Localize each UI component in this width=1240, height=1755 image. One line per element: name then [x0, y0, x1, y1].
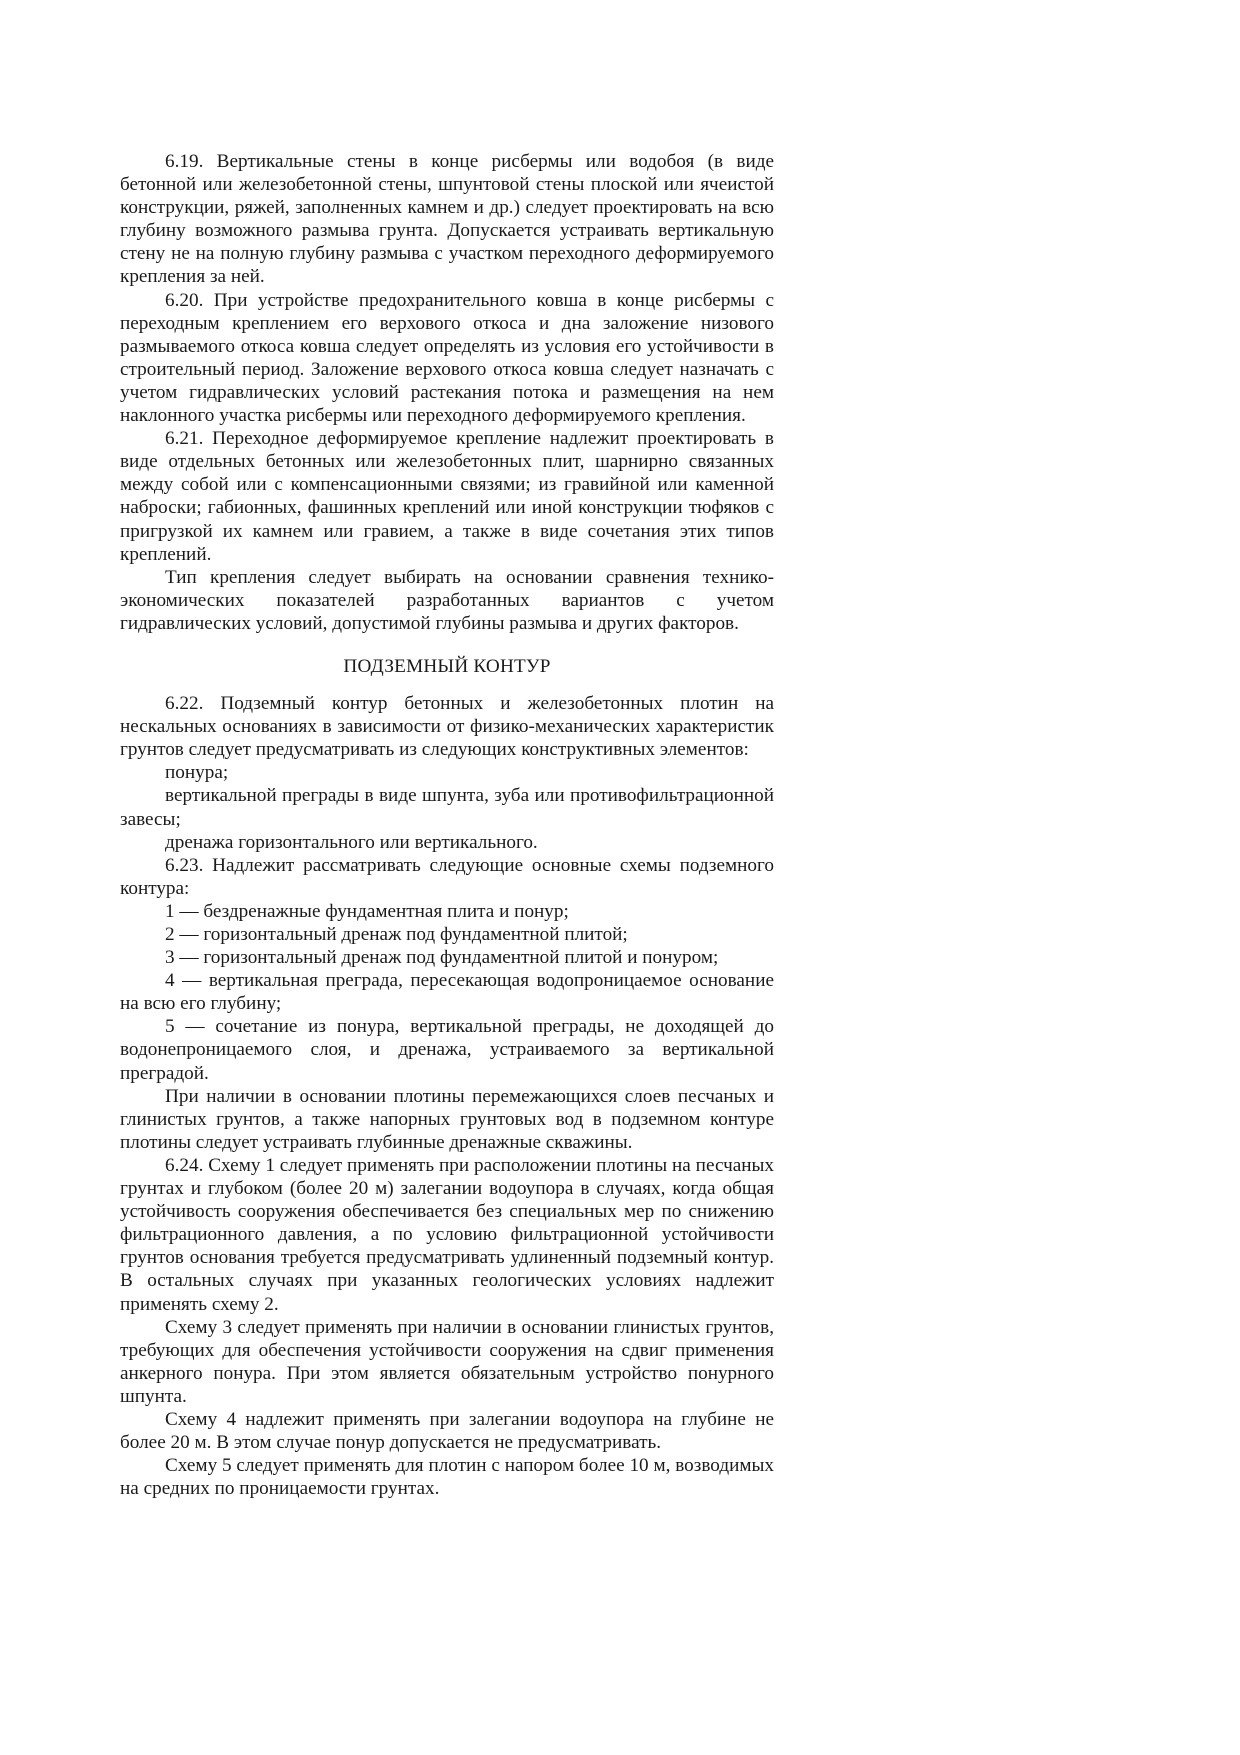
paragraph-scheme-5: Схему 5 следует применять для плотин с напором более 10 м, возводимых на средних по проницаемости грунтах. [120, 1455, 774, 1500]
paragraph-drainage-wells: При наличии в основании плотины перемежающихся слоев песчаных и глинистых грунтов, а также напорных грунтовых вод в подземном контуре плотины следует устраивать глубинные дренажные скважины. [120, 1085, 774, 1153]
scheme-item-4: 4 — вертикальная преграда, пересекающая водопроницаемое основание на всю его глубину; [120, 970, 774, 1015]
scheme-item-1: 1 — бездренажные фундаментная плита и понур; [165, 900, 569, 922]
paragraph-fastening-type: Тип крепления следует выбирать на основании сравнения технико-экономических показателей разработанных вариантов с учетом гидравлических условий, допустимой глубины размыва и других факторов. [120, 566, 774, 634]
scheme-item-3: 3 — горизонтальный дренаж под фундаментной плитой и понуром; [165, 947, 719, 969]
list-item-vertical-barrier: вертикальной преграды в виде шпунта, зуба или противофильтрационной завесы; [120, 785, 774, 830]
list-item-drainage: дренажа горизонтального или вертикального. [165, 831, 538, 853]
paragraph-6-19: 6.19. Вертикальные стены в конце рисбермы или водобоя (в виде бетонной или железобетонной стены, шпунтовой стены плоской или ячеистой конструкции, ряжей, заполненных камнем и др.) следует проектировать на всю глубину возможного размыва грунта. Допускается устраивать вертикальную стену не на полную глубину размыва с участком переходного деформируемого крепления за ней. [120, 151, 774, 288]
scheme-item-2: 2 — горизонтальный дренаж под фундаментной плитой; [165, 924, 628, 945]
paragraph-6-23: 6.23. Надлежит рассматривать следующие основные схемы подземного контура: [120, 854, 774, 899]
paragraph-scheme-3: Схему 3 следует применять при наличии в основании глинистых грунтов, требующих для обеспечения устойчивости сооружения на сдвиг применения анкерного понура. При этом является обязательным устройство понурного шпунта. [120, 1316, 774, 1407]
paragraph-6-24: 6.24. Схему 1 следует применять при расположении плотины на песчаных грунтах и глубоком (более 20 м) залегании водоупора в случаях, когда общая устойчивость сооружения обеспечивается без специальных мер по снижению фильтрационного давления, а по условию фильтрационной устойчивости грунтов основания требуется предусматривать удлиненный подземный контур. В остальных случаях при указанных геологических условиях надлежит применять схему 2. [120, 1154, 774, 1315]
paragraph-6-21: 6.21. Переходное деформируемое крепление надлежит проектировать в виде отдельных бетонных или железобетонных плит, шарнирно связанных между собой или с компенсационными связями; из гравийной или каменной наброски; габионных, фашинных креплений или иной конструкции тюфяков с пригрузкой их камнем или гравием, а также в виде сочетания этих типов креплений. [120, 428, 774, 565]
paragraph-scheme-4: Схему 4 надлежит применять при залегании водоупора на глубине не более 20 м. В этом случае понур допускается не предусматривать. [120, 1408, 774, 1454]
document-page [120, 150, 774, 1500]
scheme-item-5: 5 — сочетание из понура, вертикальной преграды, не доходящей до водонепроницаемого слоя, и дренажа, устраиваемого за вертикальной преградой. [120, 1016, 774, 1084]
section-heading: ПОДЗЕМНЫЙ КОНТУР [343, 655, 551, 677]
paragraph-6-20: 6.20. При устройстве предохранительного ковша в конце рисбермы с переходным креплением его верхового откоса и дна заложение низового размываемого откоса ковша следует определять из условия его устойчивости в строительный период. Заложение верхового откоса ковша следует назначать с учетом гидравлических условий растекания потока и размещения на нем наклонного участка рисбермы или переходного деформируемого крепления. [120, 289, 774, 427]
list-item-ponur: понура; [165, 762, 229, 784]
paragraph-6-22: 6.22. Подземный контур бетонных и железобетонных плотин на нескальных основаниях в зависимости от физико-механических характеристик грунтов следует предусматривать из следующих конструктивных элементов: [120, 693, 774, 761]
